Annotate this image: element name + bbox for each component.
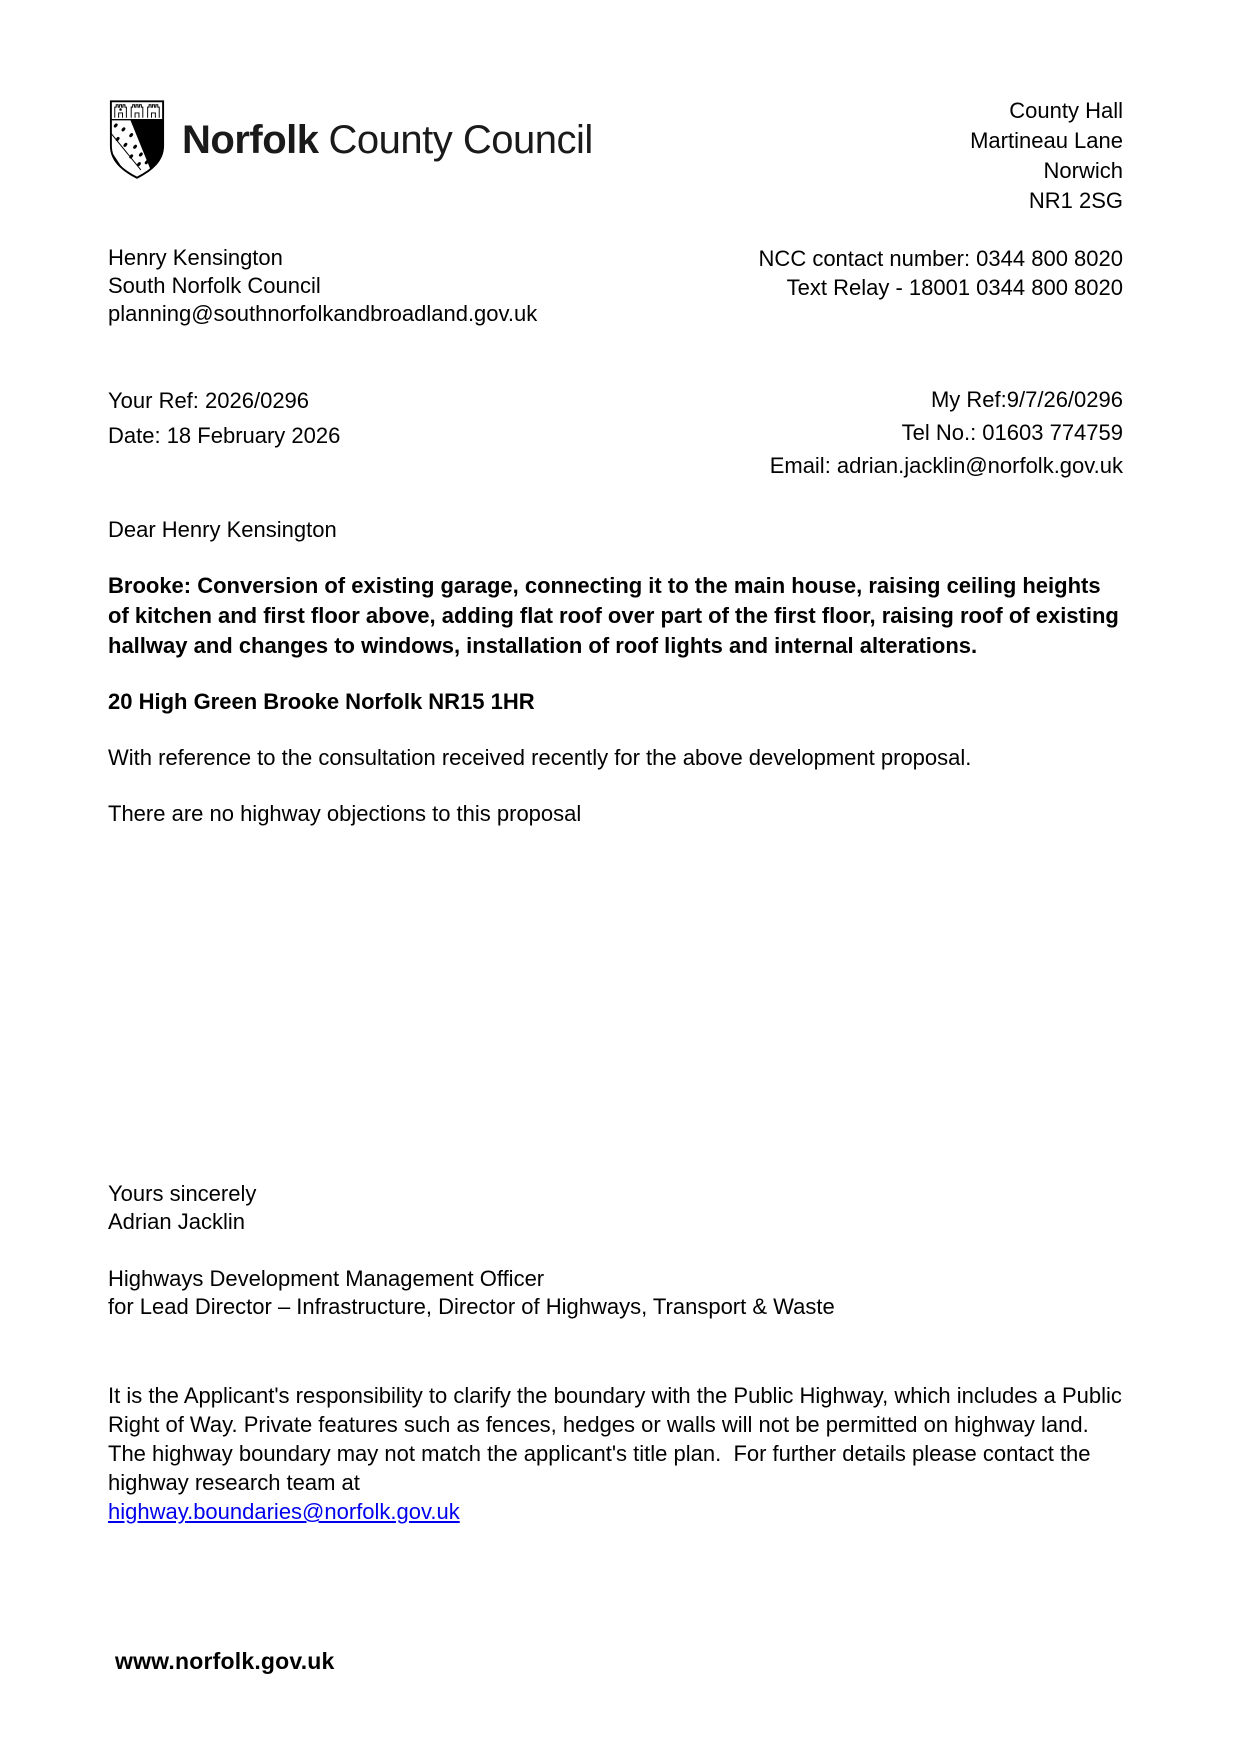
letter-date: Date: 18 February 2026	[108, 423, 341, 448]
contact-numbers-block	[759, 244, 1123, 302]
paragraph-reference: With reference to the consultation received recently for the above development proposal.	[108, 745, 972, 770]
logo-wordmark-county-council: County Council	[328, 117, 593, 162]
sender-address-line: Martineau Lane	[970, 128, 1123, 153]
text-relay-number: Text Relay - 18001 0344 800 8020	[786, 275, 1123, 300]
sender-address-line: NR1 2SG	[1028, 188, 1123, 213]
signatory-title: Highways Development Management Officer	[108, 1266, 545, 1291]
signoff-block	[108, 1180, 835, 1321]
recipient-email: planning@southnorfolkandbroadland.gov.uk	[108, 301, 538, 326]
recipient-block	[108, 244, 537, 328]
site-address: 20 High Green Brooke Norfolk NR15 1HR	[108, 689, 535, 714]
salutation: Dear Henry Kensington	[108, 517, 337, 542]
paragraph-decision: There are no highway objections to this proposal	[108, 801, 582, 826]
signatory-name: Adrian Jacklin	[108, 1209, 245, 1234]
refs-left-block	[108, 383, 340, 453]
logo-wordmark	[182, 118, 593, 163]
boundary-note-text: It is the Applicant's responsibility to clarify the boundary with the Public Highway, which includes a Public Right of Way. Private features such as fences, hedges or walls will not be permitted on highway land. The highway boundary may not match the applicant's title plan. For further details please contact the highway research team at	[108, 1383, 1128, 1495]
tel-no: Tel No.: 01603 774759	[901, 420, 1123, 445]
logo-wordmark-norfolk: Norfolk	[182, 117, 319, 162]
your-ref: Your Ref: 2026/0296	[108, 388, 310, 413]
sender-address-block	[970, 96, 1123, 216]
footer-website: www.norfolk.gov.uk	[115, 1648, 335, 1674]
closing: Yours sincerely	[108, 1181, 257, 1206]
boundary-note-block	[108, 1381, 1128, 1526]
sender-address-line: Norwich	[1043, 158, 1123, 183]
my-ref: My Ref:9/7/26/0296	[930, 387, 1123, 412]
sender-address-line: County Hall	[1009, 98, 1123, 123]
recipient-name: Henry Kensington	[108, 245, 283, 270]
signatory-for: for Lead Director – Infrastructure, Director of Highways, Transport & Waste	[108, 1294, 835, 1319]
letter-body	[108, 515, 1123, 855]
norfolk-crest-shield-icon	[108, 98, 166, 182]
boundary-email-link[interactable]: highway.boundaries@norfolk.gov.uk	[108, 1499, 460, 1524]
ncc-contact-number: NCC contact number: 0344 800 8020	[758, 246, 1123, 271]
subject-description: Brooke: Conversion of existing garage, connecting it to the main house, raising ceiling heights of kitchen and first floor above, adding flat roof over part of the first floor, raising roof of existing hallway and changes to windows, installation of roof lights and internal alterations.	[108, 573, 1119, 658]
signatory-title-block	[108, 1265, 835, 1321]
recipient-organisation: South Norfolk Council	[108, 273, 321, 298]
norfolk-county-council-logo	[108, 98, 593, 182]
refs-right-block	[770, 383, 1123, 482]
officer-email: Email: adrian.jacklin@norfolk.gov.uk	[769, 453, 1123, 478]
